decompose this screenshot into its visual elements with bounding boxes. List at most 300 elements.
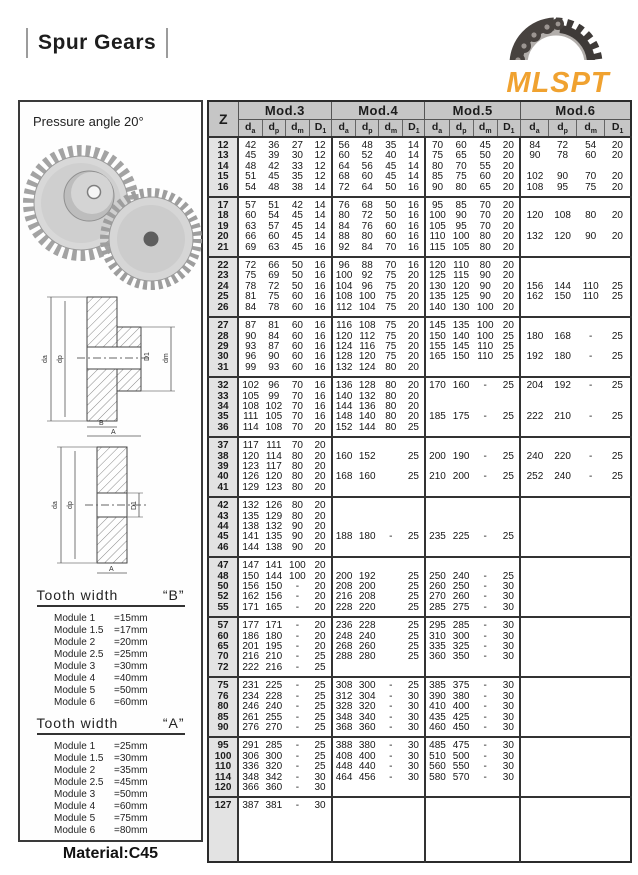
- table-cell: 20: [314, 500, 326, 512]
- table-cell: [520, 692, 548, 702]
- table-cell: [403, 512, 425, 522]
- table-cell: [332, 497, 356, 511]
- table-cell: [356, 783, 379, 797]
- table-cell: 108: [332, 292, 356, 302]
- table-cell: 20: [407, 390, 419, 402]
- table-cell: [577, 317, 605, 331]
- table-cell: -: [483, 771, 487, 783]
- table-cell: [549, 783, 577, 797]
- table-cell: -: [483, 411, 487, 423]
- table-cell: [577, 603, 605, 617]
- table-cell: 50: [479, 150, 491, 162]
- table-cell: [577, 762, 605, 772]
- table-cell: 295: [425, 617, 449, 631]
- table-cell: 45: [268, 171, 280, 183]
- table-cell: 54: [245, 181, 257, 193]
- table-cell: 80: [291, 471, 303, 483]
- table-cell: [520, 363, 548, 377]
- table-cell: 20: [314, 570, 326, 582]
- table-cell: 210: [554, 411, 571, 423]
- table-cell: 38: [291, 181, 303, 193]
- table-cell: [577, 702, 605, 712]
- table-cell: 140: [452, 330, 470, 342]
- table-cell: [449, 497, 473, 511]
- z-value: 24: [208, 282, 238, 292]
- z-value-empty: [208, 812, 238, 862]
- z-value: 40: [208, 472, 238, 482]
- table-cell: 250: [452, 581, 470, 593]
- table-cell: -: [389, 771, 393, 783]
- table-cell: 60: [332, 151, 356, 161]
- table-cell: 90: [268, 351, 280, 363]
- table-cell: 168: [554, 330, 571, 342]
- table-cell: 14: [314, 200, 326, 212]
- table-cell: 57: [268, 220, 280, 232]
- table-cell: -: [295, 721, 300, 733]
- module-width-item: Module 2.5 =25mm: [54, 649, 148, 660]
- table-cell: 14: [407, 150, 419, 162]
- sub-column-header-dm: $d_m$: [473, 120, 497, 138]
- column-header-mod6: Mod.6: [520, 101, 631, 120]
- table-cell: -: [295, 771, 300, 783]
- z-value: 21: [208, 243, 238, 257]
- table-cell: 105: [452, 241, 470, 253]
- table-cell: [605, 582, 631, 592]
- table-cell: 387: [242, 800, 260, 812]
- table-cell: [549, 663, 577, 677]
- column-header-z: Z: [208, 101, 238, 137]
- table-row: [208, 377, 631, 391]
- table-cell: 45: [291, 220, 303, 232]
- table-cell: [425, 663, 449, 677]
- table-cell: 550: [452, 761, 470, 773]
- table-cell: [520, 677, 548, 691]
- sub-column-header-dp: $d_p$: [262, 120, 285, 138]
- table-cell: 225: [452, 531, 470, 543]
- table-cell: 70: [291, 421, 303, 433]
- table-cell: 45: [291, 241, 303, 253]
- table-cell-empty: [309, 812, 331, 862]
- table-cell: [549, 737, 577, 751]
- table-cell: [520, 512, 548, 522]
- table-cell: 128: [358, 380, 376, 392]
- table-cell: [605, 762, 631, 772]
- table-cell: 132: [358, 390, 376, 402]
- table-cell: [449, 392, 473, 402]
- table-cell: [379, 617, 403, 631]
- table-cell: 335: [425, 642, 449, 652]
- table-cell: [520, 303, 548, 317]
- table-cell: 20: [502, 320, 514, 332]
- table-cell: 171: [265, 620, 283, 632]
- table-cell: 25: [407, 591, 419, 603]
- z-value: 76: [208, 692, 238, 702]
- table-cell: -: [483, 750, 487, 762]
- table-cell: 114: [242, 421, 259, 433]
- table-row: [208, 617, 631, 631]
- table-cell: 60: [291, 330, 303, 342]
- table-cell: 96: [268, 380, 280, 392]
- table-row: [208, 677, 631, 691]
- table-cell: 117: [242, 440, 259, 452]
- table-cell: 20: [611, 140, 623, 151]
- table-cell: -: [295, 680, 300, 692]
- table-cell: 70: [385, 260, 397, 272]
- table-cell: 20: [407, 340, 419, 352]
- table-cell: [577, 557, 605, 571]
- table-cell: 90: [479, 280, 491, 292]
- table-cell: 93: [245, 340, 257, 352]
- table-cell: [520, 702, 548, 712]
- table-cell: 180: [358, 531, 376, 543]
- table-cell: 150: [425, 332, 449, 342]
- table-cell: 90: [479, 270, 491, 282]
- table-cell: 20: [407, 301, 419, 313]
- table-row-empty: [208, 812, 631, 862]
- table-cell: -: [483, 620, 487, 632]
- table-cell: 16: [407, 220, 419, 232]
- table-cell: 268: [332, 642, 356, 652]
- table-cell: 410: [425, 702, 449, 712]
- table-cell: 291: [242, 740, 260, 752]
- table-cell: 306: [242, 750, 260, 762]
- table-cell: [605, 723, 631, 737]
- table-cell: 70: [425, 137, 449, 151]
- table-cell: [497, 797, 520, 811]
- table-cell: 20: [407, 411, 419, 423]
- z-value: 72: [208, 663, 238, 677]
- table-cell: 60: [361, 171, 373, 183]
- table-cell: [520, 392, 548, 402]
- table-cell: [520, 723, 548, 737]
- table-row: [208, 737, 631, 751]
- z-value: 41: [208, 483, 238, 497]
- table-cell: -: [295, 630, 300, 642]
- table-cell: -: [389, 701, 393, 713]
- table-cell: -: [483, 531, 487, 543]
- table-cell: 110: [582, 291, 599, 303]
- table-cell: 381: [265, 800, 283, 812]
- table-cell: [356, 797, 379, 811]
- table-cell: [520, 617, 548, 631]
- table-cell: [577, 663, 605, 677]
- page-title-block: [26, 28, 168, 58]
- table-cell: [403, 483, 425, 497]
- table-cell: [577, 797, 605, 811]
- table-cell: [605, 197, 631, 211]
- table-cell: [549, 617, 577, 631]
- table-cell: 130: [452, 301, 470, 313]
- table-cell: 270: [425, 592, 449, 602]
- table-cell: -: [295, 781, 300, 793]
- sub-column-header-d1: $D_1$: [497, 120, 520, 138]
- table-cell: 30: [407, 701, 419, 713]
- dim-label-dm: dm: [162, 353, 170, 363]
- z-value: 85: [208, 713, 238, 723]
- table-cell: [425, 483, 449, 497]
- table-cell: [605, 663, 631, 677]
- table-cell: 156: [265, 591, 283, 603]
- table-cell: 148: [332, 412, 356, 422]
- table-cell: 20: [502, 171, 514, 183]
- table-cell: 20: [611, 231, 623, 243]
- table-cell: [520, 317, 548, 331]
- table-cell: 192: [520, 352, 548, 362]
- table-cell: -: [483, 450, 487, 462]
- table-cell: [549, 773, 577, 783]
- dim-label-da: da: [51, 501, 59, 509]
- table-cell: [379, 603, 403, 617]
- table-cell: 20: [502, 181, 514, 193]
- table-cell: 216: [265, 661, 283, 673]
- table-cell: 54: [585, 140, 597, 151]
- table-cell: 385: [425, 677, 449, 691]
- table-cell: 448: [332, 762, 356, 772]
- table-cell: [549, 557, 577, 571]
- table-cell: [577, 642, 605, 652]
- table-cell: [425, 497, 449, 511]
- table-cell: [549, 363, 577, 377]
- z-value: 46: [208, 543, 238, 557]
- table-cell: 75: [385, 280, 397, 292]
- table-cell: 30: [407, 761, 419, 773]
- table-cell: [425, 797, 449, 811]
- table-cell: [605, 677, 631, 691]
- table-cell: 475: [452, 740, 470, 752]
- table-cell: 100: [476, 330, 494, 342]
- table-cell: 126: [265, 500, 283, 512]
- table-cell: 20: [502, 150, 514, 162]
- table-cell: 20: [407, 291, 419, 303]
- table-cell: -: [589, 411, 593, 423]
- table-cell: 66: [268, 260, 280, 272]
- table-cell: 70: [291, 440, 303, 452]
- table-cell: 14: [314, 231, 326, 243]
- table-cell: 25: [407, 680, 419, 692]
- table-cell: [497, 483, 520, 497]
- table-cell: 156: [520, 282, 548, 292]
- table-cell: [332, 783, 356, 797]
- table-cell: 120: [554, 231, 571, 243]
- tooth-width-a-list: [54, 741, 201, 837]
- table-cell: 95: [557, 181, 569, 193]
- table-row: [208, 257, 631, 271]
- table-row: [208, 762, 631, 772]
- table-cell: 25: [314, 761, 326, 773]
- table-cell: 80: [385, 390, 397, 402]
- table-cell: [520, 197, 548, 211]
- table-cell: 60: [479, 171, 491, 183]
- table-cell: 63: [268, 241, 280, 253]
- table-cell: [379, 783, 403, 797]
- table-cell: 12: [314, 150, 326, 162]
- table-cell: [497, 363, 520, 377]
- table-cell: 84: [332, 222, 356, 232]
- table-cell: 30: [502, 750, 514, 762]
- table-cell: 485: [425, 737, 449, 751]
- table-cell: 70: [291, 380, 303, 392]
- table-cell: [379, 472, 403, 482]
- table-cell: [520, 663, 548, 677]
- table-cell: [356, 483, 379, 497]
- module-width-item: Module 3 =50mm: [54, 789, 148, 800]
- table-cell: 80: [385, 421, 397, 433]
- table-cell: 80: [361, 231, 373, 243]
- table-cell: 25: [502, 351, 514, 363]
- tooth-width-b-heading: [37, 587, 185, 607]
- table-cell: 20: [611, 171, 623, 183]
- table-cell: 30: [502, 581, 514, 593]
- table-cell: 350: [452, 651, 470, 663]
- table-row: [208, 197, 631, 211]
- z-value: 110: [208, 762, 238, 772]
- table-cell: [403, 783, 425, 797]
- table-cell: 132: [520, 232, 548, 242]
- table-cell: 16: [407, 241, 419, 253]
- table-cell: [549, 257, 577, 271]
- table-cell: [473, 392, 497, 402]
- table-cell: 20: [314, 471, 326, 483]
- table-cell: [549, 512, 577, 522]
- table-cell: 60: [291, 340, 303, 352]
- table-cell: 115: [453, 270, 470, 282]
- table-cell: 75: [268, 291, 280, 303]
- table-cell: 80: [291, 460, 303, 472]
- table-cell: -: [589, 380, 593, 392]
- z-value: 43: [208, 512, 238, 522]
- table-cell: 216: [332, 592, 356, 602]
- table-cell: 30: [314, 800, 326, 812]
- table-cell: 124: [358, 361, 376, 373]
- table-cell: [520, 557, 548, 571]
- table-cell: 66: [245, 231, 257, 243]
- table-cell: 110: [477, 351, 494, 363]
- table-cell: 180: [520, 332, 548, 342]
- table-cell: 80: [479, 260, 491, 272]
- table-cell: [577, 257, 605, 271]
- table-cell: [605, 543, 631, 557]
- table-cell: [549, 762, 577, 772]
- table-cell: 20: [407, 280, 419, 292]
- table-cell-empty: [577, 812, 605, 862]
- table-cell: 208: [358, 591, 376, 603]
- table-cell: 20: [611, 210, 623, 222]
- table-cell: 135: [242, 510, 260, 522]
- table-cell: 25: [502, 570, 514, 582]
- table-cell: 70: [479, 220, 491, 232]
- table-cell: [605, 617, 631, 631]
- tooth-width-b-section: [20, 587, 201, 709]
- table-row: [208, 183, 631, 197]
- table-cell: [577, 632, 605, 642]
- table-cell: 80: [385, 380, 397, 392]
- table-cell: 20: [314, 421, 326, 433]
- table-cell: 99: [268, 390, 280, 402]
- table-cell: -: [483, 740, 487, 752]
- module-width-item: Module 1 =15mm: [54, 613, 148, 624]
- column-header-mod5: Mod.5: [425, 101, 520, 120]
- table-row: [208, 303, 631, 317]
- table-cell: 64: [332, 162, 356, 172]
- table-cell: 117: [265, 460, 282, 472]
- table-cell: 400: [358, 750, 376, 762]
- table-cell: [549, 797, 577, 811]
- table-cell: 27: [291, 140, 303, 151]
- table-cell: 54: [268, 210, 280, 222]
- table-cell: 25: [314, 711, 326, 723]
- table-cell: 100: [476, 320, 494, 332]
- table-cell: 30: [407, 771, 419, 783]
- table-cell: 240: [265, 701, 283, 713]
- table-cell: 100: [289, 570, 306, 582]
- table-cell: [425, 392, 449, 402]
- table-cell: [356, 663, 379, 677]
- table-cell: 456: [358, 771, 376, 783]
- table-cell: 96: [361, 280, 373, 292]
- table-cell: 116: [332, 317, 356, 331]
- table-cell: 88: [332, 232, 356, 242]
- table-cell: 112: [359, 330, 376, 342]
- table-cell: 65: [455, 150, 467, 162]
- z-value: 29: [208, 342, 238, 352]
- table-cell: 102: [242, 380, 260, 392]
- table-cell: 100: [332, 271, 356, 281]
- sub-column-header-dm: $d_m$: [577, 120, 605, 138]
- table-cell: [549, 723, 577, 737]
- table-cell: 336: [242, 761, 260, 773]
- table-cell: 270: [265, 721, 283, 733]
- table-cell: 45: [479, 140, 491, 151]
- z-value: 39: [208, 462, 238, 472]
- table-cell: 104: [358, 301, 376, 313]
- table-cell: 80: [479, 241, 491, 253]
- table-cell: 104: [332, 282, 356, 292]
- table-cell: 138: [242, 521, 260, 532]
- table-cell: [577, 617, 605, 631]
- table-cell: [605, 423, 631, 437]
- table-cell: 25: [611, 330, 623, 342]
- table-cell: [605, 243, 631, 257]
- table-cell: [520, 437, 548, 451]
- table-cell: 80: [385, 411, 397, 423]
- info-panel: [18, 100, 203, 862]
- table-cell: -: [483, 630, 487, 642]
- table-cell: [577, 197, 605, 211]
- table-cell: [379, 592, 403, 602]
- table-cell: 20: [502, 270, 514, 282]
- table-cell: [473, 663, 497, 677]
- table-cell: 580: [425, 773, 449, 783]
- table-cell: [449, 437, 473, 451]
- sub-column-header-dm: $d_m$: [379, 120, 403, 138]
- table-cell: 25: [502, 340, 514, 352]
- table-cell: 171: [242, 601, 260, 613]
- table-cell: 20: [314, 541, 326, 553]
- table-cell: 25: [611, 351, 623, 363]
- table-cell: 42: [268, 160, 280, 172]
- table-cell: 30: [502, 771, 514, 783]
- module-width-item: Module 1.5 =17mm: [54, 625, 148, 636]
- table-cell: 72: [332, 183, 356, 197]
- table-cell: 25: [407, 421, 419, 433]
- table-cell: 200: [358, 581, 376, 593]
- table-cell: [497, 437, 520, 451]
- table-cell: [520, 642, 548, 652]
- table-cell: 102: [265, 400, 283, 412]
- table-cell: 186: [242, 630, 260, 642]
- table-cell: 500: [452, 750, 470, 762]
- z-value: 26: [208, 303, 238, 317]
